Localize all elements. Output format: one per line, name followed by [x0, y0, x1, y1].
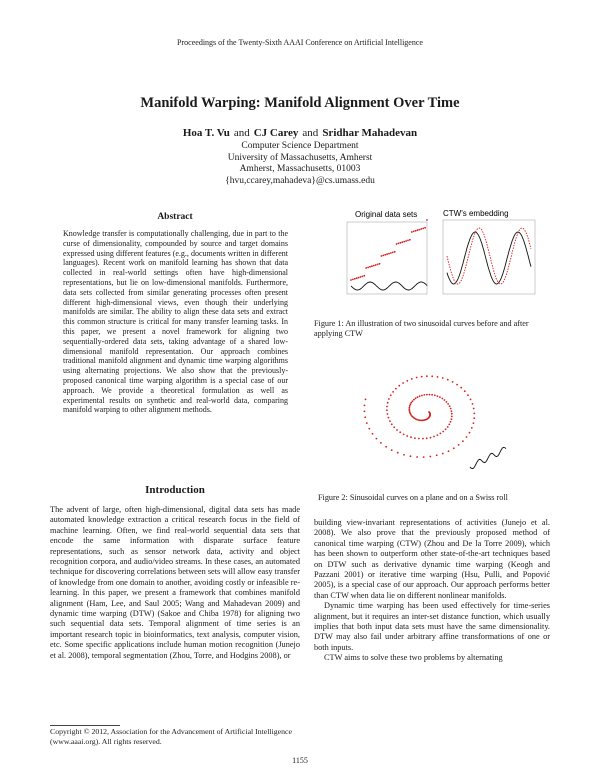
figure-2-spiral-point: [388, 398, 390, 400]
figure-1-left-point: [403, 241, 405, 243]
author-1: Hoa T. Vu: [182, 127, 230, 139]
figure-2-spiral-point: [430, 437, 432, 439]
figure-2-spiral-point: [387, 413, 389, 415]
figure-1-left-point: [363, 275, 365, 277]
figure-2-spiral-point: [448, 424, 450, 426]
figure-2-spiral-point: [429, 456, 431, 458]
figure-2-spiral-point: [396, 429, 398, 431]
figure-2-spiral-point: [414, 437, 416, 439]
figure-1-left-point: [384, 254, 386, 256]
figure-2-spiral-point: [372, 433, 374, 435]
figure-2-spiral-point: [437, 395, 439, 397]
figure-2-spiral-point: [473, 422, 475, 424]
figure-2-spiral-point: [453, 447, 455, 449]
figure-2-spiral-point: [376, 438, 378, 440]
figure-2-spiral-point: [398, 385, 400, 387]
right-column-body: [314, 518, 550, 664]
figure-2-spiral-point: [380, 442, 382, 444]
figure-2-spiral-point: [442, 431, 444, 433]
figure-2-caption: Figure 2: Sinusoidal curves on a plane and on a Swiss roll: [318, 493, 508, 502]
figure-1-left-panel: [347, 219, 428, 294]
figure-2-spiral-point: [471, 427, 473, 429]
affiliation-block: [0, 141, 600, 187]
figure-1-left-point: [394, 251, 396, 253]
figure-2-spiral-point: [451, 418, 453, 420]
figure-2-spiral-point: [418, 438, 420, 440]
figure-2-spiral-point: [433, 436, 435, 438]
figure-2-spiral-point: [450, 421, 452, 423]
figure-2-spiral-point: [426, 394, 428, 396]
figure-2-spiral-point: [389, 420, 391, 422]
figure-2-spiral-point: [448, 450, 450, 452]
figure-1-left-point: [422, 228, 424, 230]
figure-2-spiral-point: [469, 432, 471, 434]
affiliation-university: University of Massachusetts, Amherst: [227, 152, 373, 163]
figure-2-spiral-point: [365, 399, 367, 401]
figure-2-spiral-point: [423, 456, 425, 458]
figure-2-spiral-point: [421, 376, 423, 378]
col2-paragraph-3: CTW aims to solve these two problems by alternating: [324, 653, 503, 663]
figure-1-left-point: [417, 229, 419, 231]
footnote-rule: [50, 725, 120, 726]
figure-2-spiral-point: [409, 411, 411, 413]
figure-1-left-point: [352, 279, 354, 281]
figure-2-spiral-point: [393, 426, 395, 428]
figure-1-left-point: [358, 277, 360, 279]
figure-1-left-point: [356, 277, 358, 279]
figure-2-spiral-point: [391, 449, 393, 451]
figure-2-spiral-point: [431, 375, 433, 377]
figure-2-spiral-point: [417, 396, 419, 398]
figure-2-spiral-point: [467, 394, 469, 396]
author-3: Sridhar Mahadevan: [322, 127, 418, 139]
figure-1-left-point: [419, 229, 421, 231]
introduction-heading: Introduction: [145, 484, 205, 496]
figure-1-left-point: [371, 265, 373, 267]
figure-2-spiral-point: [447, 379, 449, 381]
figure-2-spiral-point: [390, 394, 392, 396]
affiliation-email: {hvu,ccarey,mahadeva}@cs.umass.edu: [225, 175, 375, 186]
figure-2-spiral-point: [473, 408, 475, 410]
figure-1-right-black-curve: [447, 232, 531, 284]
figure-1-left-point: [381, 255, 383, 257]
figure-1-right-panel: [443, 220, 535, 294]
figure-1-left-point: [388, 253, 390, 255]
figure-2-spiral-point: [410, 455, 412, 457]
proceedings-header: Proceedings of the Twenty-Sixth AAAI Conference on Artificial Intelligence: [177, 38, 423, 47]
figure-1-left-point: [413, 231, 415, 233]
figure-2-black-curve: [470, 447, 506, 468]
figure-2-spiral-point: [472, 403, 474, 405]
figure-2-spiral-point: [411, 378, 413, 380]
figure-2-spiral-point: [364, 416, 366, 418]
figure-2-spiral-point: [447, 426, 449, 428]
figure-1-left-point: [426, 219, 428, 221]
figure-1-left-point: [360, 276, 362, 278]
figure-1-left-point: [377, 264, 379, 266]
col2-paragraph-1: building view-invariant representations of activities (Junejo et al. 2008). We also prove that the previously proposed method of canonical time warping (CTW) (Zhou and De la Torre 2009), which has been shown to outperform other state-of-the-art techniques based on DTW such as derivative dynamic time warping (Keogh and Pazzani 2001) or iterative time warping (Hsu, Pulli, and Popović 2005), is a special case of our approach. Our approach performs better than CTW when data lie on different nonlinear manifolds.: [314, 518, 550, 600]
figure-2-spiral-point: [422, 438, 424, 440]
figure-2-spiral-point: [388, 417, 390, 419]
figure-2-spiral-point: [466, 436, 468, 438]
figure-2-spiral-point: [451, 413, 453, 415]
figure-1-left-point: [411, 231, 413, 233]
figure-2-spiral-point: [368, 428, 370, 430]
figure-1-left-point: [401, 241, 403, 243]
figure-1-left-point: [386, 253, 388, 255]
figure-2-spiral-point: [462, 440, 464, 442]
figure-1-left-point: [409, 239, 411, 241]
figure-2-spiral-point: [449, 405, 451, 407]
figure-1-left-point: [367, 267, 369, 269]
figure-2-spiral-point: [391, 423, 393, 425]
figure-1-left-point: [405, 240, 407, 242]
figure-2-spiral-point: [386, 406, 388, 408]
author-separator: and: [233, 127, 250, 139]
figure-2-spiral-point: [442, 453, 444, 455]
figure-2-spiral-point: [410, 402, 412, 404]
figure-2-spiral-point: [440, 433, 442, 435]
figure-1-left-point: [354, 278, 356, 280]
figure-2-spiral-point: [392, 391, 394, 393]
figure-1-left-point: [415, 230, 417, 232]
figure-2-spiral-point: [470, 399, 472, 401]
figure-1-label-left: Original data sets: [355, 210, 418, 219]
figure-2-spiral-point: [410, 436, 412, 438]
figure-2-spiral-point: [442, 377, 444, 379]
figure-1-left-point: [379, 263, 381, 265]
figure-2-spiral-point: [419, 395, 421, 397]
figure-2-spiral-point: [410, 403, 412, 405]
figure-2-spiral-point: [364, 411, 366, 413]
figure-2-spiral-point: [412, 400, 414, 402]
figure-2-spiral-point: [439, 396, 441, 398]
figure-2-spiral-point: [416, 456, 418, 458]
figure-1-left-point: [362, 276, 364, 278]
figure-1-left-point: [407, 240, 409, 242]
figure-1-left-point: [382, 255, 384, 257]
figure-1-left-frame: [347, 222, 427, 294]
figure-2-spiral-point: [458, 444, 460, 446]
figure-2-spiral-point: [409, 405, 411, 407]
figure-1-left-point: [392, 252, 394, 254]
figure-2-spiral-point: [456, 384, 458, 386]
paper-title: Manifold Warping: Manifold Alignment Over Time: [140, 95, 460, 111]
figure-2-spiral-point: [446, 401, 448, 403]
figure-1-left-point: [375, 264, 377, 266]
figure-2-spiral-point: [445, 428, 447, 430]
figure-2-swiss-roll: [364, 375, 507, 468]
figure-2-spiral-point: [464, 390, 466, 392]
figure-2-spiral-point: [397, 452, 399, 454]
figure-2-spiral-point: [431, 394, 433, 396]
figure-1-left-point: [350, 279, 352, 281]
author-2: CJ Carey: [253, 127, 299, 139]
figure-2-spiral-point: [429, 394, 431, 396]
figure-2-spiral-point: [447, 403, 449, 405]
figure-2-spiral-point: [415, 397, 417, 399]
figure-2-spiral-point: [421, 395, 423, 397]
figure-1-caption: Figure 1: An illustration of two sinusoidal curves before and after applying CTW: [314, 319, 529, 339]
figure-2-spiral-point: [409, 407, 411, 409]
figure-2-spiral-point: [437, 376, 439, 378]
figure-2-image: [330, 352, 520, 477]
figure-1-left-point: [424, 227, 426, 229]
copyright-notice: Copyright © 2012, Association for the Advancement of Artificial Intelligence (www.aaai.org). All rights reserved.: [50, 727, 292, 746]
author-list: [0, 127, 600, 139]
figure-1-left-point: [398, 243, 400, 245]
intro-paragraph: The advent of large, often high-dimensional, digital data sets has made automated knowledge extraction a critical research focus in the field of machine learning. Often, we find real-world sequential data sets that encode the same information with disparate surface feature representations, such as sensor network data, activity and object recognition corpora, and audio/video streams. In these cases, an automated technique for discovering correlations between sets will allow easy transfer of knowledge from one domain to another, avoiding costly or infeasible re-learning. In this paper, we present a framework that combines manifold alignment (Ham, Lee, and Saul 2005; Wang and Mahadevan 2009) and dynamic time warping (DTW) (Sakoe and Chiba 1978) for aligning two such sequential data sets. Temporal alignment of time series is an important research topic in bioinformatics, text analysis, computer vision, etc. Some specific applications include human motion recognition (Junejo et al. 2008), temporal segmentation (Zhou, Torre, and Hodgins 2008), or: [50, 505, 300, 660]
figure-2-spiral-point: [473, 413, 475, 415]
figure-2-spiral-point: [436, 454, 438, 456]
author-separator: and: [302, 127, 319, 139]
figure-2-spiral-point: [434, 394, 436, 396]
figure-1-left-point: [400, 242, 402, 244]
figure-2-spiral-point: [452, 381, 454, 383]
figure-2-spiral-point: [403, 454, 405, 456]
figure-1-left-point: [373, 265, 375, 267]
abstract-body: Knowledge transfer is computationally challenging, due in part to the curse of dimensionality, compounded by source and target domains expressed using different features (e.g., documents written in different languages). Recent work on manifold learning has shown that data collected in real-world settings often have high-dimensional representations, but lie on low-dimensional manifolds. Furthermore, data sets collected from similar generating processes often present different high-dimensional views, even though their underlying manifolds are similar. The ability to align these data sets and extract this common structure is critical for many transfer learning tasks. In this paper, we present a novel framework for aligning two sequentially-ordered data sets, taking advantage of a shared low-dimensional manifold representation. Our approach combines traditional manifold alignment and dynamic time warping algorithms using alternating projections. We also show that the previously-proposed canonical time warping algorithm is a special case of our approach. We provide a theoretical formulation as well as experimental results on synthetic and real-world data, comparing manifold warping to other alignment methods.: [63, 229, 288, 415]
figure-1-left-wave: [351, 282, 427, 290]
figure-2-spiral-point: [408, 408, 410, 410]
figure-2-spiral-point: [437, 434, 439, 436]
figure-1-left-point: [365, 267, 367, 269]
figure-2-spiral-point: [409, 410, 411, 412]
figure-1-left-point: [390, 252, 392, 254]
figure-2-spiral-point: [441, 398, 443, 400]
figure-2-spiral-point: [416, 377, 418, 379]
figure-2-spiral-point: [406, 380, 408, 382]
figure-2-spiral-point: [386, 409, 388, 411]
figure-2-spiral-point: [364, 405, 366, 407]
figure-2-spiral-point: [426, 437, 428, 439]
figure-1-left-point: [396, 243, 398, 245]
figure-2-spiral-point: [426, 375, 428, 377]
figure-2-spiral-point: [399, 431, 401, 433]
figure-2-spiral-point: [473, 417, 475, 419]
affiliation-address: Amherst, Massachusetts, 01003: [239, 164, 361, 174]
figure-1-right-frame: [443, 220, 535, 294]
figure-1-left-point: [369, 266, 371, 268]
abstract-heading: Abstract: [157, 212, 193, 222]
introduction-body: [50, 505, 300, 661]
figure-2-spiral-point: [387, 402, 389, 404]
figure-2-spiral-point: [402, 382, 404, 384]
figure-2-spiral-point: [423, 394, 425, 396]
figure-2-spiral-point: [403, 434, 405, 436]
col2-paragraph-2: Dynamic time warping has been used effectively for time-series alignment, but it requires an inter-set distance function, which usually implies that both input data sets must have the same dimensionality. DTW may also fail under arbitrary affine transformations of one or both inputs.: [314, 601, 550, 652]
figure-2-spiral-point: [406, 435, 408, 437]
page-number: 1155: [292, 756, 308, 765]
figure-2-spiral-point: [451, 410, 453, 412]
figure-2-spiral-point: [413, 399, 415, 401]
figure-2-spiral-point: [385, 446, 387, 448]
figure-1-label-right: CTW's embedding: [443, 209, 509, 218]
figure-2-spiral-point: [444, 399, 446, 401]
figure-2-spiral-point: [395, 388, 397, 390]
figure-2-spiral-point: [366, 422, 368, 424]
figure-2-spiral-point: [450, 408, 452, 410]
affiliation-dept: Computer Science Department: [241, 141, 359, 151]
figure-1-left-point: [420, 228, 422, 230]
figure-2-spiral-point: [460, 387, 462, 389]
figure-1-image: [325, 206, 550, 306]
figure-2-spiral-point: [451, 416, 453, 418]
